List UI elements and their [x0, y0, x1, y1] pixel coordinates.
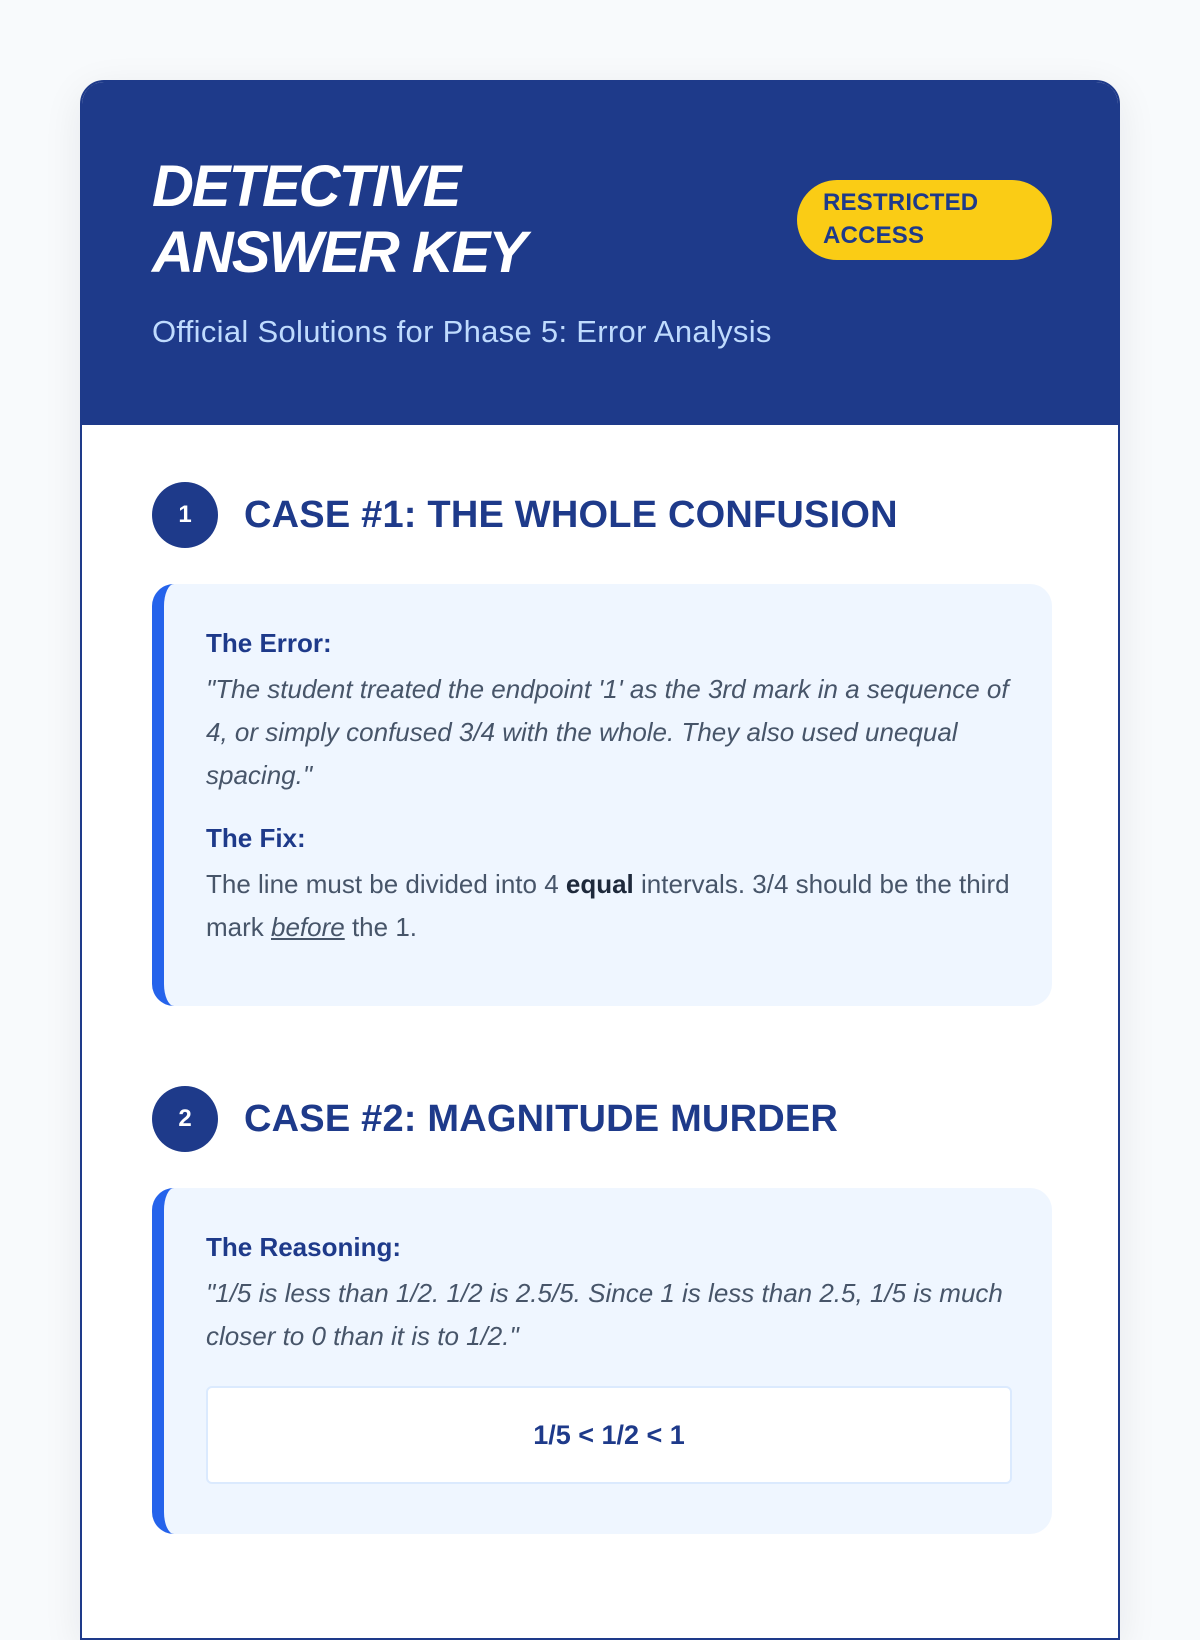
page-subtitle: Official Solutions for Phase 5: Error Analysis: [152, 314, 772, 349]
case-1-error-label: The Error:: [206, 628, 332, 658]
title-line-1: DETECTIVE: [152, 154, 460, 219]
badge-line-2: ACCESS: [823, 222, 925, 249]
case-1-fix-label: The Fix:: [206, 823, 306, 853]
case-2-title: CASE #2: MAGNITUDE MURDER: [244, 1097, 839, 1140]
case-2-reasoning-label: The Reasoning:: [206, 1232, 402, 1262]
fix-text-part-3: the 1.: [344, 912, 418, 942]
fix-text-part-1: The line must be divided into 4: [206, 869, 566, 899]
header-banner: [82, 82, 1118, 425]
restricted-access-badge: [797, 180, 1052, 260]
title-line-2: ANSWER KEY: [152, 220, 526, 285]
case-1-heading: [152, 482, 898, 548]
case-2-number-badge: 2: [152, 1086, 218, 1152]
case-1-fix-text: [206, 863, 1012, 949]
case-2-reasoning-text: "1/5 is less than 1/2. 1/2 is 2.5/5. Since 1 is less than 2.5, 1/5 is much closer to 0 than it is to 1/2.": [206, 1278, 1003, 1351]
fix-text-bold-equal: equal: [565, 869, 634, 899]
answer-key-sheet: [80, 80, 1120, 1640]
fraction-ordering-box: 1/5 < 1/2 < 1: [206, 1386, 1012, 1484]
page-title: [152, 154, 525, 286]
case-1-error-text: "The student treated the endpoint '1' as the 3rd mark in a sequence of 4, or simply confused 3/4 with the whole. They also used unequal spacing.": [206, 674, 1009, 790]
case-1-card: [152, 584, 1052, 1006]
case-1-title: CASE #1: THE WHOLE CONFUSION: [244, 493, 898, 536]
case-2-card: [152, 1188, 1052, 1534]
case-2-heading: [152, 1086, 838, 1152]
fix-text-underline-before: before: [271, 912, 345, 942]
fix-text-part-2: intervals. 3/4 should be the third mark: [206, 869, 1010, 942]
badge-line-1: RESTRICTED: [823, 189, 979, 216]
case-1-number-badge: 1: [152, 482, 218, 548]
